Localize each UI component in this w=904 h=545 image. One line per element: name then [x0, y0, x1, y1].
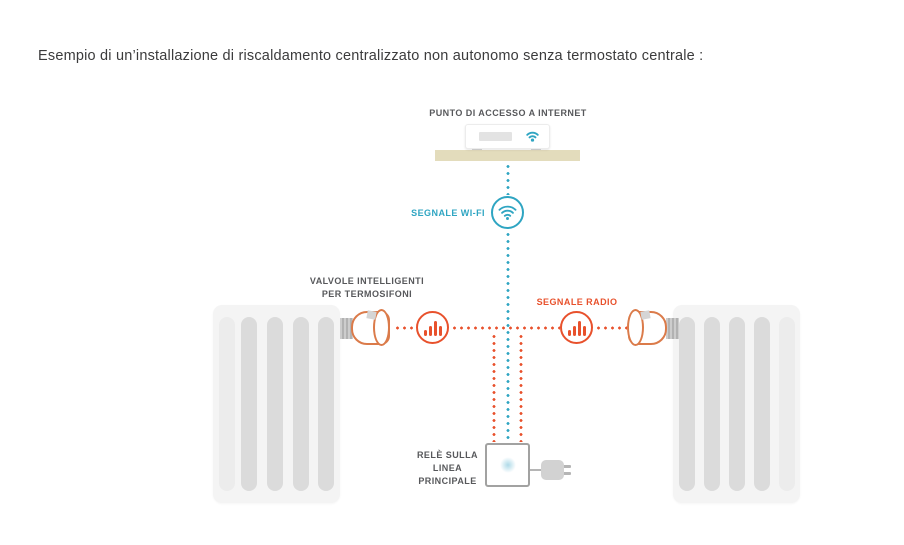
relay-label-line1: RELÈ SULLA — [416, 450, 478, 460]
plug-prong-bottom — [563, 472, 571, 475]
radio-drop-line-right — [519, 333, 523, 442]
radio-signal-bars-icon — [424, 320, 442, 336]
relay-label — [385, 449, 510, 488]
valves-label-line2: PER TERMOSIFONI — [321, 289, 413, 299]
radio-line-right — [595, 326, 627, 330]
radiator-left — [213, 305, 340, 503]
power-plug-icon — [541, 460, 564, 480]
wifi-icon — [497, 204, 518, 221]
relay-label-line2: LINEA — [432, 463, 463, 473]
wifi-line-top — [506, 163, 510, 195]
plug-prong-top — [563, 465, 571, 468]
relay-label-line3: PRINCIPALE — [418, 476, 477, 486]
internet-access-point-label: PUNTO DI ACCESSO A INTERNET — [429, 108, 587, 118]
radiator-right — [673, 305, 800, 503]
wifi-signal-label: SEGNALE WI-FI — [411, 208, 485, 218]
radio-line-left — [394, 326, 416, 330]
valves-label — [267, 275, 467, 301]
shelf — [435, 150, 580, 161]
wifi-signal-badge — [491, 196, 524, 229]
radio-line-center — [451, 326, 560, 330]
valves-label-line1: VALVOLE INTELLIGENTI — [309, 276, 425, 286]
radio-signal-badge-left — [416, 311, 449, 344]
valve-chip-left — [366, 310, 376, 319]
radio-drop-line-left — [492, 333, 496, 442]
router-device — [465, 124, 550, 149]
wifi-line-main — [506, 231, 510, 442]
radio-signal-label: SEGNALE RADIO — [536, 297, 618, 307]
valve-connector-right — [666, 318, 679, 339]
router-display — [479, 132, 512, 141]
valve-chip-right — [640, 310, 650, 319]
wifi-icon-small — [525, 129, 540, 143]
radio-signal-bars-icon — [568, 320, 586, 336]
page-title: Esempio di un’installazione di riscaldamento centralizzato non autonomo senza termostato centrale : — [38, 48, 704, 64]
radio-signal-badge-right — [560, 311, 593, 344]
